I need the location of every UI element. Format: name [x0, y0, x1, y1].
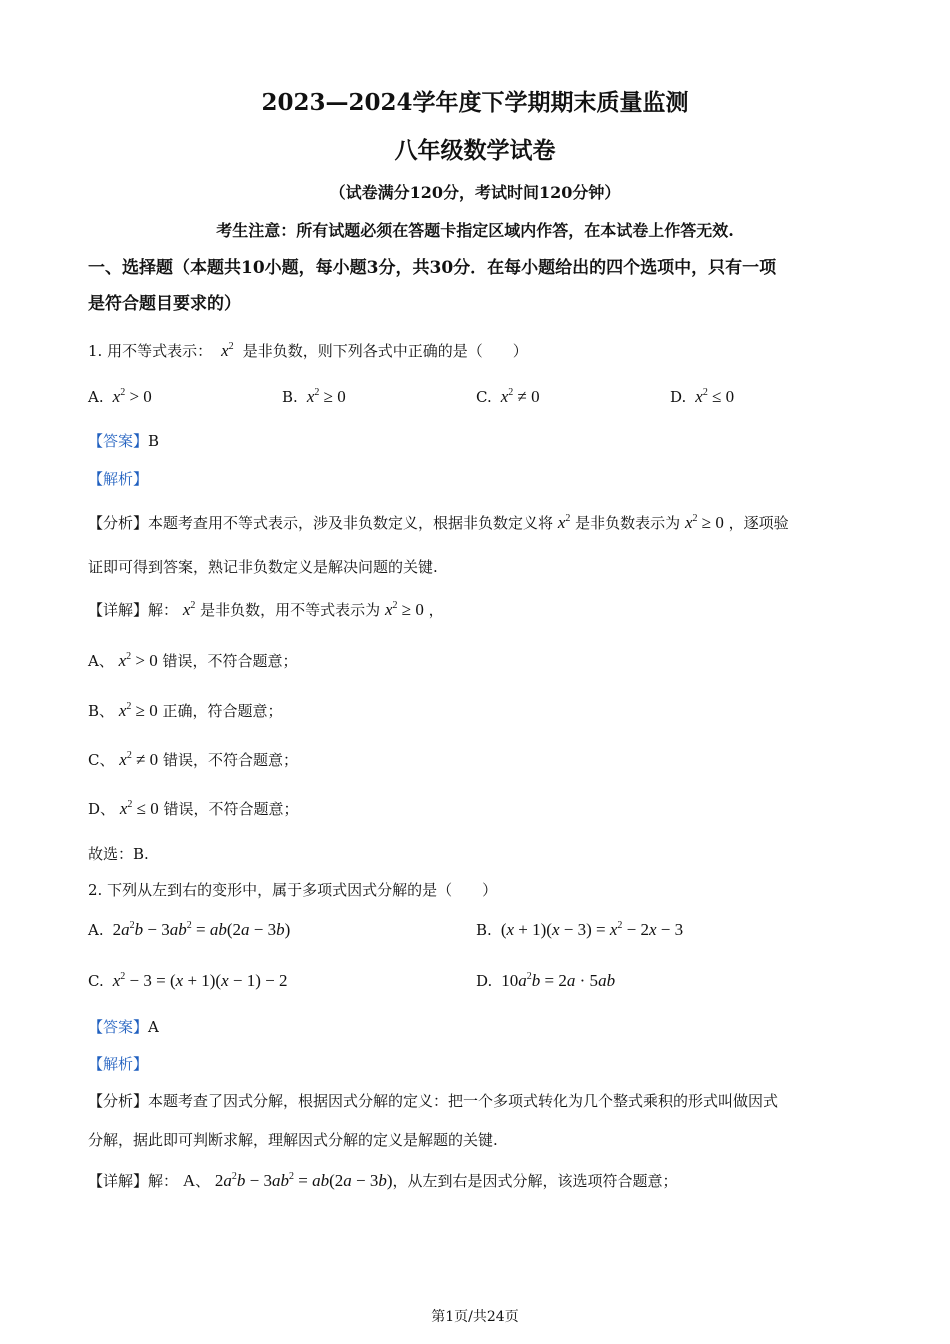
math-expr: $x^2$	[557, 513, 571, 532]
math-expr: $10a^2b = 2a \cdot 5ab$	[501, 971, 616, 990]
math-expr: $x^2 \ge 0$	[384, 600, 424, 619]
math-expr: $x^2$	[182, 600, 196, 619]
math-expr: $x^2 \le 0$	[119, 799, 159, 818]
page-number: 第1页/共24页	[431, 1309, 519, 1325]
math-expr: $x^2$	[216, 341, 234, 360]
q1-detail: 【详解】解： $x^2$ 是非负数，用不等式表示为 $x^2 \ge 0$ ，	[88, 600, 444, 619]
q1-item-d: D、 $x^2 \le 0$ 错误，不符合题意；	[88, 799, 299, 818]
q2-option-d: D. $10a^2b = 2a \cdot 5ab$	[476, 971, 616, 990]
math-expr: $x^2 \ge 0$	[118, 701, 158, 720]
math-expr: $x^2 \ge 0$	[302, 387, 346, 406]
q2-analysis-tag: 【解析】	[88, 1055, 149, 1073]
q2-option-a: A. $2a^2b - 3ab^2 = ab(2a - 3b)$	[88, 920, 291, 939]
math-expr: $x^2 > 0$	[118, 651, 158, 670]
math-expr: $2a^2b - 3ab^2 = ab(2a - 3b)$	[112, 920, 291, 939]
q1-stem: 1. 用不等式表示： $x^2$ 是非负数，则下列各式中正确的是（ ）	[88, 341, 528, 360]
q1-fenxi: 【分析】本题考查用不等式表示，涉及非负数定义，根据非负数定义将 $x^2$ 是非负数表示为 $x^2 \ge 0$ ，逐项验	[88, 513, 789, 532]
q1-option-b: B. $x^2 \ge 0$	[282, 387, 346, 406]
q1-option-a: A. $x^2 > 0$	[88, 387, 152, 406]
section-heading: 一、选择题（本题共10小题，每小题3分，共30分．在每小题给出的四个选项中，只有一项 是符合题目要求的）	[88, 258, 777, 314]
exam-subtitle: 八年级数学试卷	[394, 137, 556, 164]
q2-fenxi: 【分析】本题考查了因式分解，根据因式分解的定义：把一个多项式转化为几个整式乘积的形式叫做因式	[88, 1092, 779, 1110]
exam-notice: 考生注意：所有试题必须在答题卡指定区域内作答，在本试卷上作答无效.	[216, 221, 734, 240]
exam-title: 2023—2024学年度下学期期末质量监测	[261, 89, 689, 116]
q2-option-b: B. $(x + 1)(x - 3) = x^2 - 2x - 3$	[476, 920, 684, 939]
math-expr: $x^2 \ne 0$	[496, 387, 540, 406]
q1-conclusion: 故选：B.	[88, 845, 149, 863]
math-expr: $x^2 \le 0$	[691, 387, 735, 406]
q1-item-a: A、 $x^2 > 0$ 错误，不符合题意；	[88, 651, 298, 670]
q1-fenxi-line2: 证即可得到答案，熟记非负数定义是解决问题的关键.	[88, 558, 438, 576]
q2-detail: 【详解】解： A、 $2a^2b - 3ab^2 = ab(2a - 3b)$，从左到右是因式分解，该选项符合题意；	[88, 1171, 678, 1190]
q2-stem: 2. 下列从左到右的变形中，属于多项式因式分解的是（ ）	[88, 881, 498, 899]
math-expr: $x^2 - 3 = (x + 1)(x - 1) - 2$	[108, 971, 288, 990]
q1-analysis-tag: 【解析】	[88, 470, 149, 488]
q1-option-d: D. $x^2 \le 0$	[670, 387, 735, 406]
q2-fenxi-line2: 分解，据此即可判断求解，理解因式分解的定义是解题的关键.	[88, 1131, 498, 1149]
math-expr: $x^2 \ge 0$	[684, 513, 724, 532]
q1-item-b: B、 $x^2 \ge 0$ 正确，符合题意；	[88, 701, 283, 720]
math-expr: $x^2 \ne 0$	[119, 750, 159, 769]
q1-answer: 【答案】B	[88, 432, 160, 450]
q2-answer: 【答案】A	[88, 1018, 159, 1036]
q1-option-c: C. $x^2 \ne 0$	[476, 387, 540, 406]
q1-item-c: C、 $x^2 \ne 0$ 错误，不符合题意；	[88, 750, 298, 769]
q2-option-c: C. $x^2 - 3 = (x + 1)(x - 1) - 2$	[88, 971, 288, 990]
math-expr: $(x + 1)(x - 3) = x^2 - 2x - 3$	[500, 920, 684, 939]
exam-info: （试卷满分120分，考试时间120分钟）	[329, 183, 621, 202]
math-expr: $2a^2b - 3ab^2 = ab(2a - 3b)$	[214, 1171, 393, 1190]
math-expr: $x^2 > 0$	[108, 387, 152, 406]
